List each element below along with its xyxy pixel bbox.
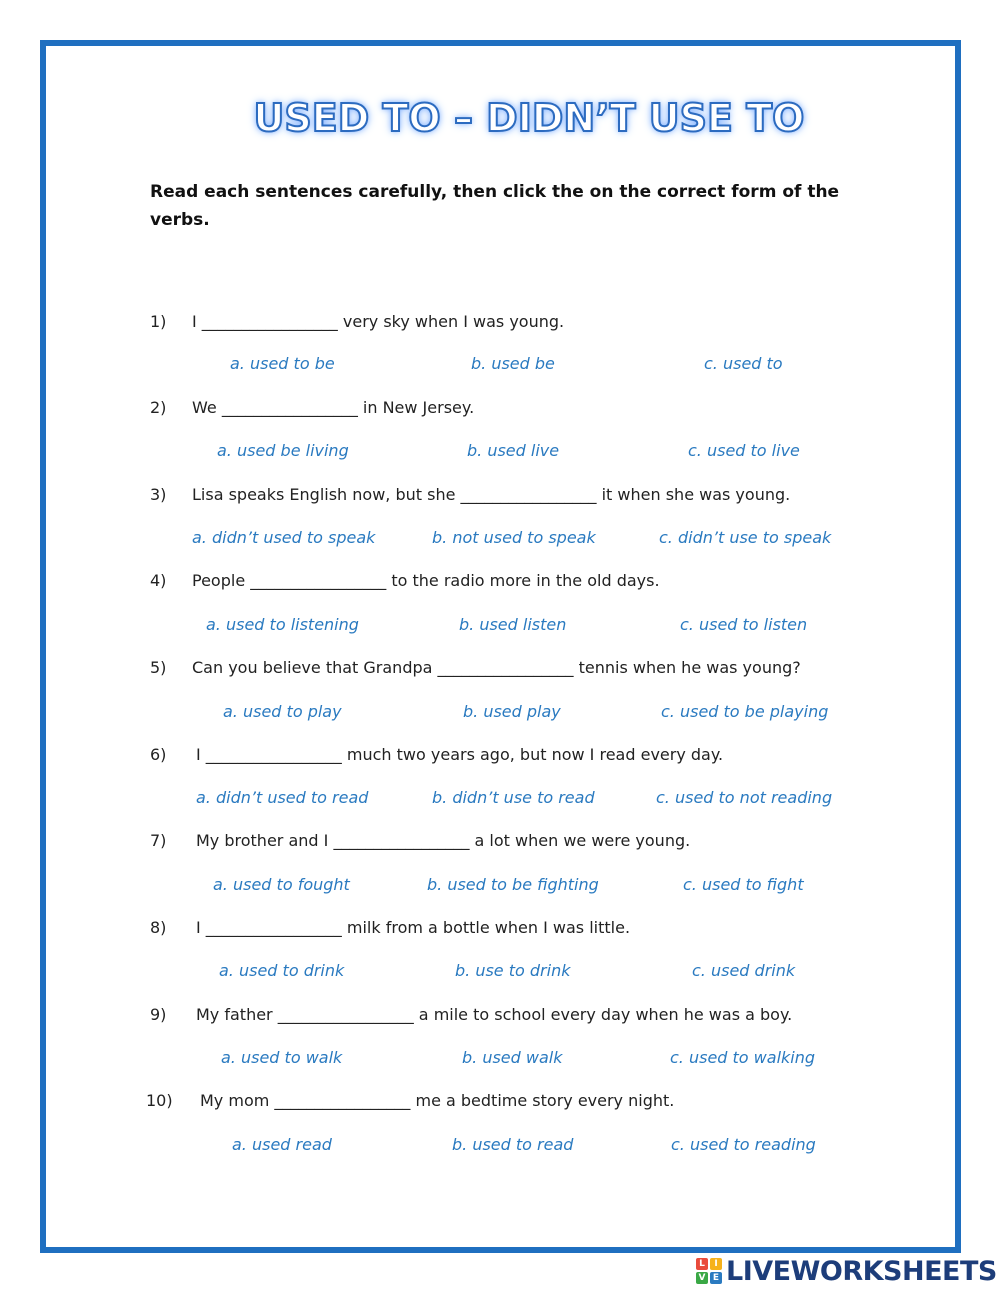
logo-mark-letter: I	[710, 1258, 722, 1270]
logo-mark-letter: L	[696, 1258, 708, 1270]
question-number: 4)	[150, 571, 167, 590]
question-number: 3)	[150, 485, 167, 504]
option-a[interactable]: a. used to drink	[219, 961, 345, 980]
question-text: My father _________________ a mile to school every day when he was a boy.	[196, 1005, 793, 1024]
option-b[interactable]: b. used live	[467, 441, 560, 460]
option-b[interactable]: b. not used to speak	[432, 528, 596, 547]
option-c[interactable]: c. used to be playing	[661, 702, 829, 721]
logo-mark-letter: E	[710, 1272, 722, 1284]
option-c[interactable]: c. used to reading	[671, 1135, 816, 1154]
option-c[interactable]: c. used to not reading	[656, 788, 833, 807]
question-text: I _________________ very sky when I was young.	[192, 312, 565, 331]
option-c[interactable]: c. used drink	[692, 961, 796, 980]
question-number: 9)	[150, 1005, 167, 1024]
question-text: My brother and I _________________ a lot when we were young.	[196, 831, 691, 850]
option-b[interactable]: b. used to be fighting	[427, 875, 599, 894]
question-text: People _________________ to the radio more in the old days.	[192, 571, 660, 590]
option-c[interactable]: c. used to live	[688, 441, 800, 460]
logo-mark-icon	[696, 1258, 722, 1284]
option-b[interactable]: b. didn’t use to read	[432, 788, 595, 807]
option-a[interactable]: a. used to walk	[221, 1048, 343, 1067]
question-text: I _________________ much two years ago, but now I read every day.	[196, 745, 724, 764]
question-number: 10)	[146, 1091, 173, 1110]
option-c[interactable]: c. used to listen	[680, 615, 808, 634]
question-text: My mom _________________ me a bedtime story every night.	[200, 1091, 675, 1110]
option-c[interactable]: c. didn’t use to speak	[659, 528, 832, 547]
question-text: We _________________ in New Jersey.	[192, 398, 475, 417]
option-b[interactable]: b. used play	[463, 702, 561, 721]
question-number: 6)	[150, 745, 167, 764]
logo-mark-letter: V	[696, 1272, 708, 1284]
option-a[interactable]: a. used to play	[223, 702, 342, 721]
option-b[interactable]: b. use to drink	[455, 961, 571, 980]
question-number: 7)	[150, 831, 167, 850]
logo-text: LIVEWORKSHEETS	[726, 1255, 997, 1287]
option-c[interactable]: c. used to	[704, 354, 783, 373]
option-b[interactable]: b. used listen	[459, 615, 567, 634]
question-number: 8)	[150, 918, 167, 937]
question-number: 2)	[150, 398, 167, 417]
instructions: Read each sentences carefully, then click the on the correct form of the verbs.	[150, 182, 840, 230]
option-a[interactable]: a. used to be	[230, 354, 335, 373]
option-a[interactable]: a. didn’t used to speak	[192, 528, 376, 547]
question-text: Can you believe that Grandpa _________________ tennis when he was young?	[192, 658, 801, 677]
question-number: 1)	[150, 312, 167, 331]
option-a[interactable]: a. used be living	[217, 441, 349, 460]
option-b[interactable]: b. used walk	[462, 1048, 563, 1067]
option-b[interactable]: b. used to read	[452, 1135, 574, 1154]
option-c[interactable]: c. used to fight	[683, 875, 804, 894]
option-a[interactable]: a. used to listening	[206, 615, 359, 634]
question-text: I _________________ milk from a bottle when I was little.	[196, 918, 631, 937]
option-b[interactable]: b. used be	[471, 354, 555, 373]
option-a[interactable]: a. used read	[232, 1135, 332, 1154]
option-a[interactable]: a. used to fought	[213, 875, 350, 894]
question-number: 5)	[150, 658, 167, 677]
question-text: Lisa speaks English now, but she _________________ it when she was young.	[192, 485, 791, 504]
worksheet-title: USED TO – DIDN’T USE TO	[253, 96, 805, 140]
option-a[interactable]: a. didn’t used to read	[196, 788, 369, 807]
option-c[interactable]: c. used to walking	[670, 1048, 816, 1067]
liveworksheets-logo[interactable]	[696, 1256, 997, 1286]
